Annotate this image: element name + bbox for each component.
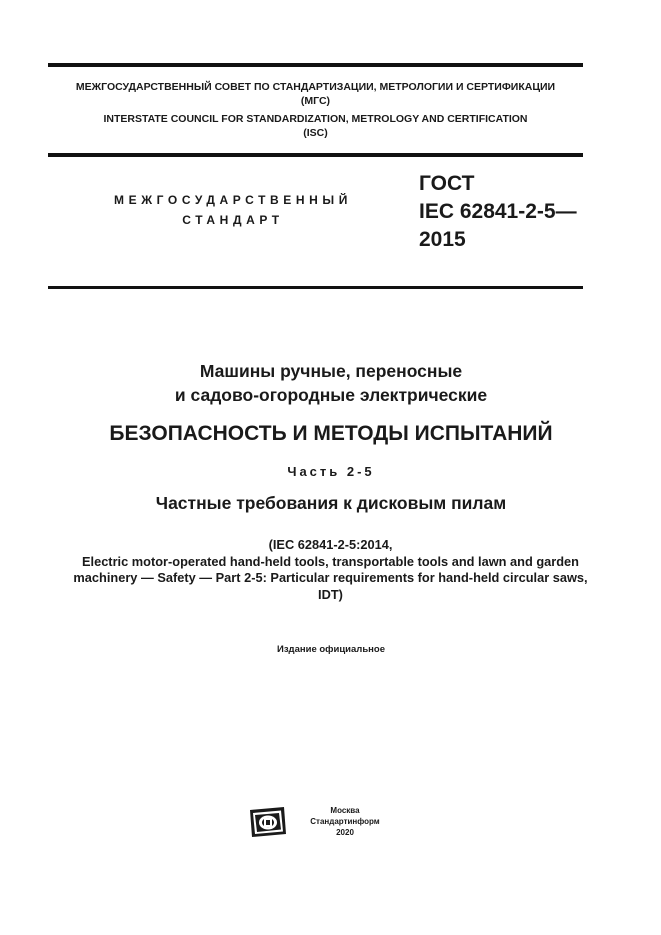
standard-type-label [48, 190, 418, 230]
edition-label: Издание официальное [277, 644, 385, 655]
standard-type-line2: СТАНДАРТ [182, 213, 284, 227]
top-rule [48, 63, 583, 67]
standard-type-line1: МЕЖГОСУДАРСТВЕННЫЙ [114, 193, 352, 207]
title-line1: Машины ручные, переносные [199, 361, 463, 381]
iec-reference-line2: Electric motor-operated hand-held tools, transportable tools and lawn and garden [81, 553, 579, 569]
title-line2: и садово-огородные электрические [174, 385, 488, 405]
iec-reference [30, 537, 631, 603]
gost-line1: ГОСТ [419, 172, 475, 195]
title-main: БЕЗОПАСНОСТЬ И МЕТОДЫ ИСПЫТАНИЙ [109, 422, 553, 445]
council-en-block [48, 112, 583, 140]
gost-line2: IEC 62841-2-5— [419, 200, 577, 223]
publisher-year: 2020 [336, 828, 354, 837]
iec-reference-line4: IDT) [318, 586, 343, 602]
standartinform-logo-icon [248, 806, 288, 838]
gost-line3: 2015 [419, 228, 466, 251]
council-ru-abbr: (МГС) [300, 95, 331, 107]
publisher-name: Стандартинформ [310, 817, 380, 826]
council-ru-block [48, 80, 583, 108]
lower-rule [48, 286, 583, 289]
middle-rule [48, 153, 583, 157]
title-part: Часть 2-5 [287, 464, 375, 479]
iec-reference-line1: (IEC 62841-2-5:2014, [268, 537, 393, 552]
council-ru-name: МЕЖГОСУДАРСТВЕННЫЙ СОВЕТ ПО СТАНДАРТИЗАЦИИ, МЕТРОЛОГИИ И СЕРТИФИКАЦИИ [75, 81, 556, 93]
publisher-city: Москва [330, 806, 360, 815]
council-en-name: INTERSTATE COUNCIL FOR STANDARDIZATION, METROLOGY AND CERTIFICATION [103, 113, 528, 125]
council-en-abbr: (ISC) [303, 127, 328, 139]
iec-reference-line3: machinery — Safety — Part 2-5: Particular requirements for hand-held circular saws, [73, 570, 588, 585]
gost-designation [419, 170, 577, 254]
title-lead [48, 359, 614, 407]
title-subtitle: Частные требования к дисковым пилам [155, 493, 507, 513]
publisher-block [305, 805, 385, 838]
